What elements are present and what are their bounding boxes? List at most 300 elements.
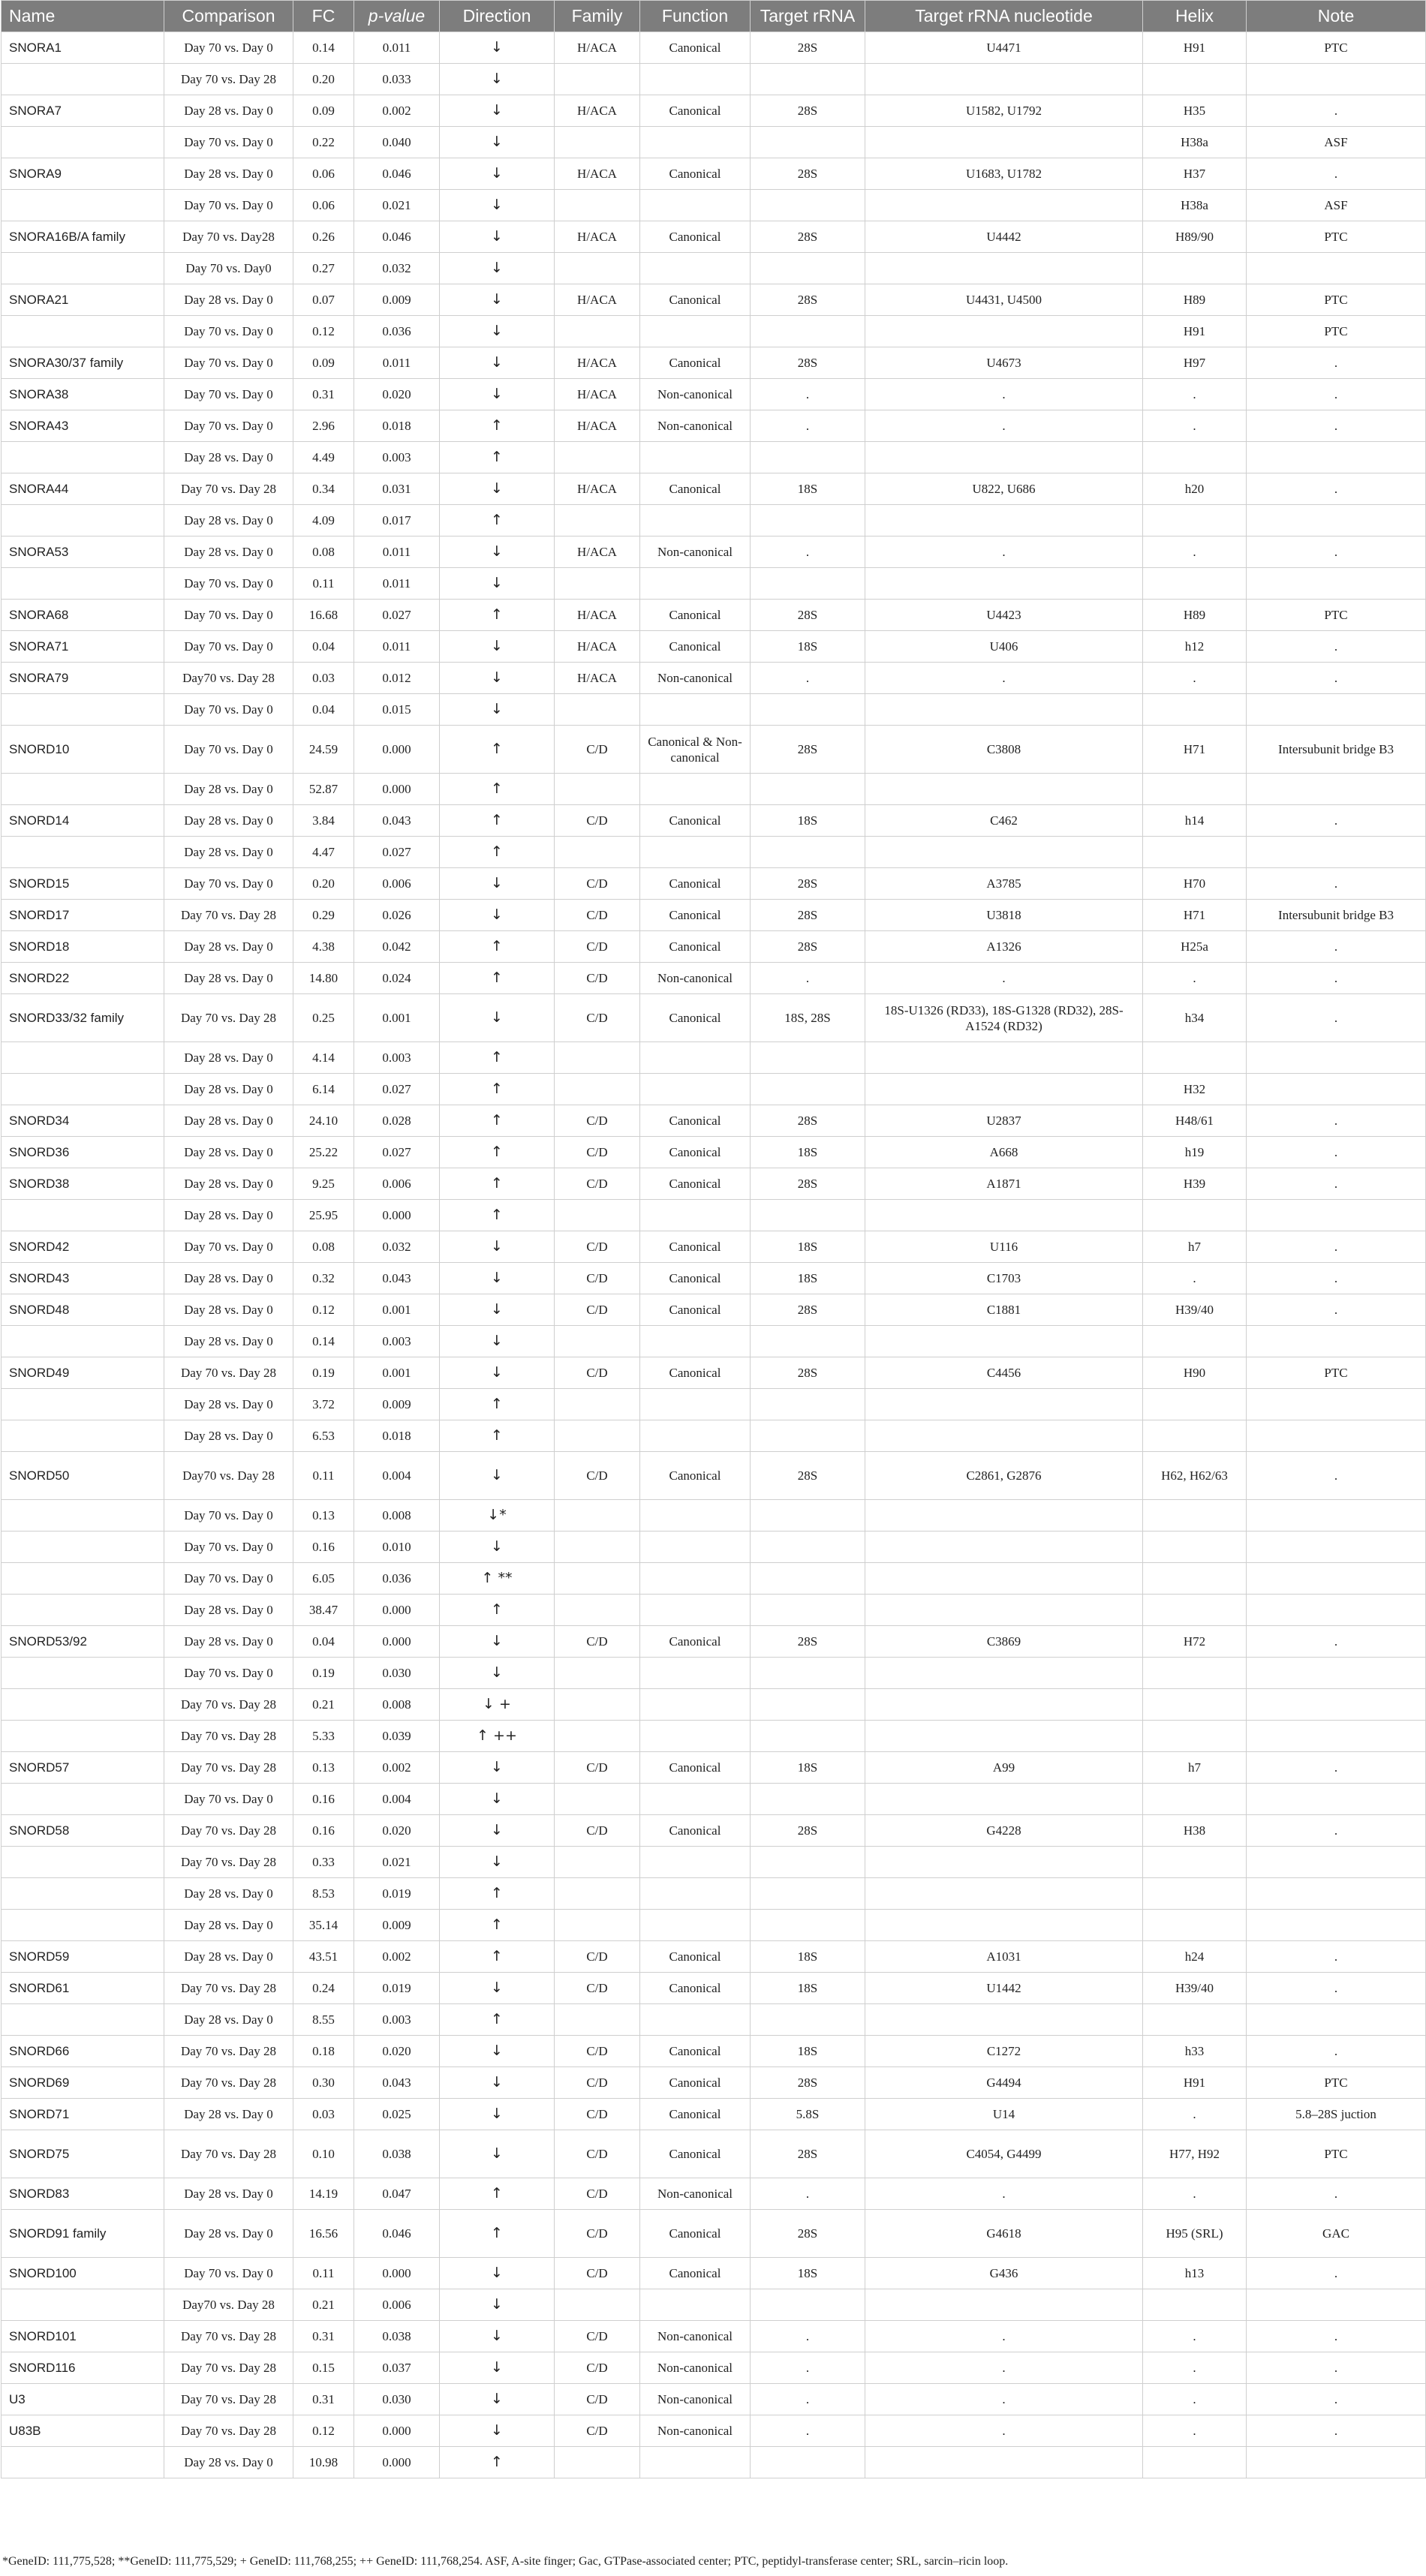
cell-note [1247,1389,1426,1420]
cell-helix [1143,1326,1247,1357]
cell-note: Intersubunit bridge B3 [1247,726,1426,774]
cell-name [2,1910,164,1941]
cell-target-rrna: . [751,2178,865,2210]
cell-target-nucleotide: C1881 [865,1294,1143,1326]
col-header-target: Target rRNA [751,1,865,32]
cell-comparison: Day 28 vs. Day 0 [164,505,293,537]
cell-fc: 4.14 [293,1042,354,1074]
cell-name [2,1200,164,1231]
cell-fc: 24.10 [293,1105,354,1137]
cell-comparison: Day 28 vs. Day 0 [164,2178,293,2210]
cell-direction: ↓ [440,1452,555,1500]
cell-direction: ↓ [440,1815,555,1847]
cell-pvalue: 0.046 [354,2210,440,2258]
cell-target-nucleotide [865,1721,1143,1752]
table-row [2,2258,1426,2289]
cell-family [555,774,640,805]
cell-name: SNORD71 [2,2099,164,2130]
cell-helix: H35 [1143,95,1247,127]
cell-helix: H39 [1143,1168,1247,1200]
cell-name: SNORA43 [2,410,164,442]
cell-function: Canonical [640,994,751,1042]
cell-pvalue: 0.021 [354,1847,440,1878]
cell-name [2,1389,164,1420]
cell-name: SNORA38 [2,379,164,410]
cell-pvalue: 0.002 [354,1941,440,1973]
cell-target-rrna [751,64,865,95]
cell-note [1247,694,1426,726]
cell-name: SNORD91 family [2,2210,164,2258]
cell-note [1247,64,1426,95]
cell-note [1247,1200,1426,1231]
cell-target-rrna: 18S [751,1263,865,1294]
cell-direction: ↓ [440,1752,555,1784]
cell-helix [1143,1910,1247,1941]
cell-name: U3 [2,2384,164,2415]
cell-function: Non-canonical [640,2321,751,2352]
cell-fc: 0.31 [293,2384,354,2415]
cell-note: . [1247,1752,1426,1784]
cell-fc: 4.09 [293,505,354,537]
cell-helix [1143,1878,1247,1910]
cell-family: C/D [555,2415,640,2447]
cell-function: Canonical [640,1941,751,1973]
cell-target-rrna [751,1784,865,1815]
table-row [2,837,1426,868]
table-row [2,2178,1426,2210]
cell-function: Non-canonical [640,2415,751,2447]
cell-target-nucleotide: U1582, U1792 [865,95,1143,127]
cell-function [640,190,751,221]
cell-direction: ↓ [440,1531,555,1563]
cell-family [555,1595,640,1626]
cell-direction: ↑ [440,963,555,994]
cell-helix [1143,1847,1247,1878]
cell-fc: 0.04 [293,694,354,726]
cell-pvalue: 0.011 [354,537,440,568]
cell-helix: H95 (SRL) [1143,2210,1247,2258]
cell-family: C/D [555,1752,640,1784]
cell-note: . [1247,663,1426,694]
cell-pvalue: 0.000 [354,726,440,774]
cell-target-rrna: 28S [751,1452,865,1500]
cell-fc: 0.10 [293,2130,354,2178]
cell-pvalue: 0.008 [354,1689,440,1721]
cell-fc: 0.31 [293,379,354,410]
cell-target-rrna [751,1500,865,1531]
cell-target-nucleotide [865,1878,1143,1910]
cell-function [640,316,751,347]
cell-target-rrna: 28S [751,1294,865,1326]
cell-comparison: Day 28 vs. Day 0 [164,1420,293,1452]
cell-fc: 0.08 [293,537,354,568]
cell-function [640,1910,751,1941]
cell-target-nucleotide [865,1847,1143,1878]
table-row [2,379,1426,410]
cell-note: Intersubunit bridge B3 [1247,900,1426,931]
cell-helix: H77, H92 [1143,2130,1247,2178]
table-row [2,2447,1426,2478]
cell-name [2,2004,164,2036]
table-row [2,442,1426,473]
cell-comparison: Day 70 vs. Day 28 [164,1721,293,1752]
cell-target-rrna: 18S [751,1752,865,1784]
cell-direction: ↓ [440,2415,555,2447]
table-row [2,1595,1426,1626]
cell-note: . [1247,347,1426,379]
cell-fc: 2.96 [293,410,354,442]
cell-target-nucleotide: . [865,2352,1143,2384]
cell-comparison: Day 28 vs. Day 0 [164,2099,293,2130]
cell-function: Canonical [640,2036,751,2067]
cell-note: ASF [1247,190,1426,221]
cell-name: SNORA30/37 family [2,347,164,379]
cell-pvalue: 0.038 [354,2321,440,2352]
cell-function [640,253,751,284]
cell-comparison: Day 70 vs. Day 0 [164,1231,293,1263]
cell-target-rrna [751,694,865,726]
cell-direction: ↑ [440,1420,555,1452]
cell-function [640,1595,751,1626]
cell-comparison: Day 70 vs. Day 0 [164,316,293,347]
cell-pvalue: 0.043 [354,2067,440,2099]
cell-family: C/D [555,1941,640,1973]
cell-name [2,127,164,158]
cell-comparison: Day 28 vs. Day 0 [164,1595,293,1626]
cell-target-rrna: 18S, 28S [751,994,865,1042]
cell-family [555,1326,640,1357]
cell-helix: h13 [1143,2258,1247,2289]
cell-target-rrna: 18S [751,1137,865,1168]
cell-target-nucleotide: U406 [865,631,1143,663]
cell-fc: 0.08 [293,1231,354,1263]
cell-family: H/ACA [555,537,640,568]
cell-target-nucleotide [865,1784,1143,1815]
cell-target-rrna: . [751,2321,865,2352]
cell-function: Canonical [640,2067,751,2099]
table-row [2,694,1426,726]
table-row [2,931,1426,963]
cell-target-nucleotide [865,442,1143,473]
cell-target-rrna: 28S [751,158,865,190]
cell-pvalue: 0.039 [354,1721,440,1752]
cell-target-nucleotide: . [865,2384,1143,2415]
cell-comparison: Day 28 vs. Day 0 [164,774,293,805]
cell-helix: h12 [1143,631,1247,663]
cell-name [2,316,164,347]
cell-family: C/D [555,1263,640,1294]
cell-note [1247,1531,1426,1563]
cell-pvalue: 0.030 [354,1658,440,1689]
cell-pvalue: 0.001 [354,1294,440,1326]
cell-helix [1143,2289,1247,2321]
cell-helix: h19 [1143,1137,1247,1168]
cell-function: Canonical [640,2130,751,2178]
cell-function: Canonical [640,1973,751,2004]
cell-helix: H38a [1143,127,1247,158]
cell-target-nucleotide: U1442 [865,1973,1143,2004]
cell-function: Non-canonical [640,963,751,994]
table-row [2,1200,1426,1231]
cell-helix: H89 [1143,600,1247,631]
cell-target-nucleotide: 18S-U1326 (RD33), 18S-G1328 (RD32), 28S-A1524 (RD32) [865,994,1143,1042]
cell-note [1247,1721,1426,1752]
cell-fc: 0.19 [293,1357,354,1389]
cell-name [2,1500,164,1531]
cell-family: C/D [555,2067,640,2099]
cell-family [555,1784,640,1815]
cell-comparison: Day 70 vs. Day28 [164,221,293,253]
cell-fc: 0.16 [293,1531,354,1563]
cell-target-rrna: 18S [751,805,865,837]
cell-direction: ↑ [440,1137,555,1168]
cell-helix [1143,2447,1247,2478]
cell-direction: ↓ [440,694,555,726]
cell-name [2,774,164,805]
cell-comparison: Day 28 vs. Day 0 [164,1294,293,1326]
cell-pvalue: 0.028 [354,1105,440,1137]
cell-name: SNORA1 [2,32,164,64]
cell-direction: ↑ [440,2210,555,2258]
cell-note: 5.8–28S juction [1247,2099,1426,2130]
table-row [2,2099,1426,2130]
cell-family [555,2004,640,2036]
table-row [2,868,1426,900]
cell-name: U83B [2,2415,164,2447]
cell-note: . [1247,868,1426,900]
cell-note [1247,568,1426,600]
cell-pvalue: 0.020 [354,2036,440,2067]
cell-helix: . [1143,2415,1247,2447]
cell-direction: ↑ [440,2178,555,2210]
cell-fc: 0.13 [293,1752,354,1784]
cell-target-rrna: 28S [751,2210,865,2258]
cell-function [640,2289,751,2321]
cell-pvalue: 0.018 [354,410,440,442]
cell-direction: ↓ [440,1658,555,1689]
cell-fc: 0.31 [293,2321,354,2352]
table-row [2,1531,1426,1563]
cell-target-rrna: . [751,2415,865,2447]
table-row [2,900,1426,931]
cell-helix [1143,1389,1247,1420]
table-row [2,2352,1426,2384]
cell-helix [1143,253,1247,284]
cell-function [640,1784,751,1815]
cell-target-nucleotide [865,190,1143,221]
cell-target-nucleotide [865,1689,1143,1721]
cell-target-nucleotide [865,1563,1143,1595]
cell-family: C/D [555,994,640,1042]
cell-comparison: Day 70 vs. Day 28 [164,2384,293,2415]
cell-fc: 0.22 [293,127,354,158]
cell-note: . [1247,994,1426,1042]
cell-comparison: Day 70 vs. Day 28 [164,1815,293,1847]
cell-pvalue: 0.000 [354,2258,440,2289]
cell-target-rrna [751,1595,865,1626]
cell-pvalue: 0.046 [354,221,440,253]
cell-function [640,568,751,600]
cell-note: . [1247,805,1426,837]
cell-comparison: Day 70 vs. Day 0 [164,694,293,726]
cell-comparison: Day 28 vs. Day 0 [164,931,293,963]
cell-note [1247,1784,1426,1815]
cell-helix [1143,1042,1247,1074]
cell-comparison: Day 70 vs. Day 28 [164,1689,293,1721]
cell-helix [1143,1563,1247,1595]
cell-target-nucleotide [865,2004,1143,2036]
cell-direction: ↓ [440,1294,555,1326]
cell-fc: 16.56 [293,2210,354,2258]
cell-note [1247,1042,1426,1074]
cell-direction: ↑ [440,2447,555,2478]
table-row [2,537,1426,568]
cell-pvalue: 0.000 [354,2415,440,2447]
cell-pvalue: 0.010 [354,1531,440,1563]
cell-pvalue: 0.025 [354,2099,440,2130]
cell-comparison: Day 70 vs. Day 0 [164,726,293,774]
cell-note: . [1247,2178,1426,2210]
cell-helix: . [1143,1263,1247,1294]
cell-family [555,1420,640,1452]
cell-comparison: Day70 vs. Day 28 [164,663,293,694]
cell-function [640,1200,751,1231]
cell-pvalue: 0.030 [354,2384,440,2415]
cell-comparison: Day 28 vs. Day 0 [164,1326,293,1357]
cell-pvalue: 0.020 [354,379,440,410]
cell-helix: . [1143,410,1247,442]
table-row [2,1074,1426,1105]
table-row [2,1878,1426,1910]
table-row [2,726,1426,774]
cell-note: . [1247,931,1426,963]
cell-family: C/D [555,868,640,900]
cell-family: H/ACA [555,631,640,663]
cell-note [1247,1326,1426,1357]
snorna-table [1,0,1426,2478]
cell-fc: 0.03 [293,663,354,694]
cell-target-rrna: 28S [751,726,865,774]
cell-helix: h7 [1143,1752,1247,1784]
cell-target-nucleotide: . [865,537,1143,568]
cell-function [640,505,751,537]
cell-fc: 0.06 [293,190,354,221]
cell-name: SNORD34 [2,1105,164,1137]
cell-family: H/ACA [555,473,640,505]
cell-pvalue: 0.027 [354,1137,440,1168]
cell-name [2,1563,164,1595]
cell-family [555,1563,640,1595]
cell-pvalue: 0.000 [354,774,440,805]
cell-fc: 6.05 [293,1563,354,1595]
table-row [2,1042,1426,1074]
cell-target-nucleotide [865,2289,1143,2321]
cell-comparison: Day 28 vs. Day 0 [164,2004,293,2036]
cell-target-rrna [751,1420,865,1452]
cell-name [2,1042,164,1074]
cell-fc: 0.11 [293,568,354,600]
cell-target-rrna: 28S [751,347,865,379]
cell-name: SNORD116 [2,2352,164,2384]
cell-pvalue: 0.040 [354,127,440,158]
cell-target-rrna: 28S [751,32,865,64]
cell-helix: H38 [1143,1815,1247,1847]
table-row [2,316,1426,347]
cell-name: SNORA7 [2,95,164,127]
cell-family [555,1689,640,1721]
cell-pvalue: 0.006 [354,1168,440,1200]
cell-fc: 0.21 [293,1689,354,1721]
cell-target-rrna: . [751,963,865,994]
cell-target-nucleotide: A1031 [865,1941,1143,1973]
table-row [2,1910,1426,1941]
table-row [2,1326,1426,1357]
cell-target-nucleotide: A1871 [865,1168,1143,1200]
cell-target-rrna [751,2447,865,2478]
cell-target-nucleotide [865,1658,1143,1689]
cell-direction: ↑ [440,442,555,473]
cell-function [640,2004,751,2036]
cell-family: C/D [555,1168,640,1200]
cell-direction: ↓ [440,1326,555,1357]
cell-function: Canonical [640,868,751,900]
cell-target-rrna: 28S [751,868,865,900]
table-row [2,1784,1426,1815]
cell-pvalue: 0.043 [354,805,440,837]
cell-pvalue: 0.006 [354,868,440,900]
cell-target-rrna: 28S [751,2067,865,2099]
cell-direction: ↓ [440,663,555,694]
table-row [2,1847,1426,1878]
cell-direction: ↓ [440,64,555,95]
cell-helix: h33 [1143,2036,1247,2067]
cell-target-nucleotide: . [865,379,1143,410]
cell-target-nucleotide: U3818 [865,900,1143,931]
cell-fc: 3.84 [293,805,354,837]
cell-direction: ↓ [440,95,555,127]
cell-direction: ↓ [440,2384,555,2415]
cell-name: SNORD10 [2,726,164,774]
cell-fc: 0.06 [293,158,354,190]
cell-helix [1143,64,1247,95]
cell-helix: . [1143,2384,1247,2415]
cell-comparison: Day 70 vs. Day 0 [164,568,293,600]
cell-target-nucleotide: G4494 [865,2067,1143,2099]
cell-helix [1143,694,1247,726]
cell-comparison: Day 28 vs. Day 0 [164,158,293,190]
cell-direction: ↑ [440,1200,555,1231]
table-body [2,32,1426,2478]
cell-comparison: Day 70 vs. Day 0 [164,1500,293,1531]
cell-target-nucleotide: C3869 [865,1626,1143,1658]
cell-note: GAC [1247,2210,1426,2258]
cell-note: . [1247,2352,1426,2384]
cell-family: C/D [555,1357,640,1389]
cell-family: C/D [555,1137,640,1168]
cell-family [555,1042,640,1074]
header-row [2,1,1426,32]
cell-direction: ↓ [440,2130,555,2178]
cell-name: SNORA79 [2,663,164,694]
cell-comparison: Day 28 vs. Day 0 [164,1042,293,1074]
cell-note: . [1247,1815,1426,1847]
cell-comparison: Day 70 vs. Day 0 [164,1784,293,1815]
cell-target-nucleotide: C2861, G2876 [865,1452,1143,1500]
cell-target-rrna: 28S [751,1168,865,1200]
cell-direction: ↓ [440,568,555,600]
cell-function: Canonical [640,1231,751,1263]
cell-target-nucleotide: U4471 [865,32,1143,64]
